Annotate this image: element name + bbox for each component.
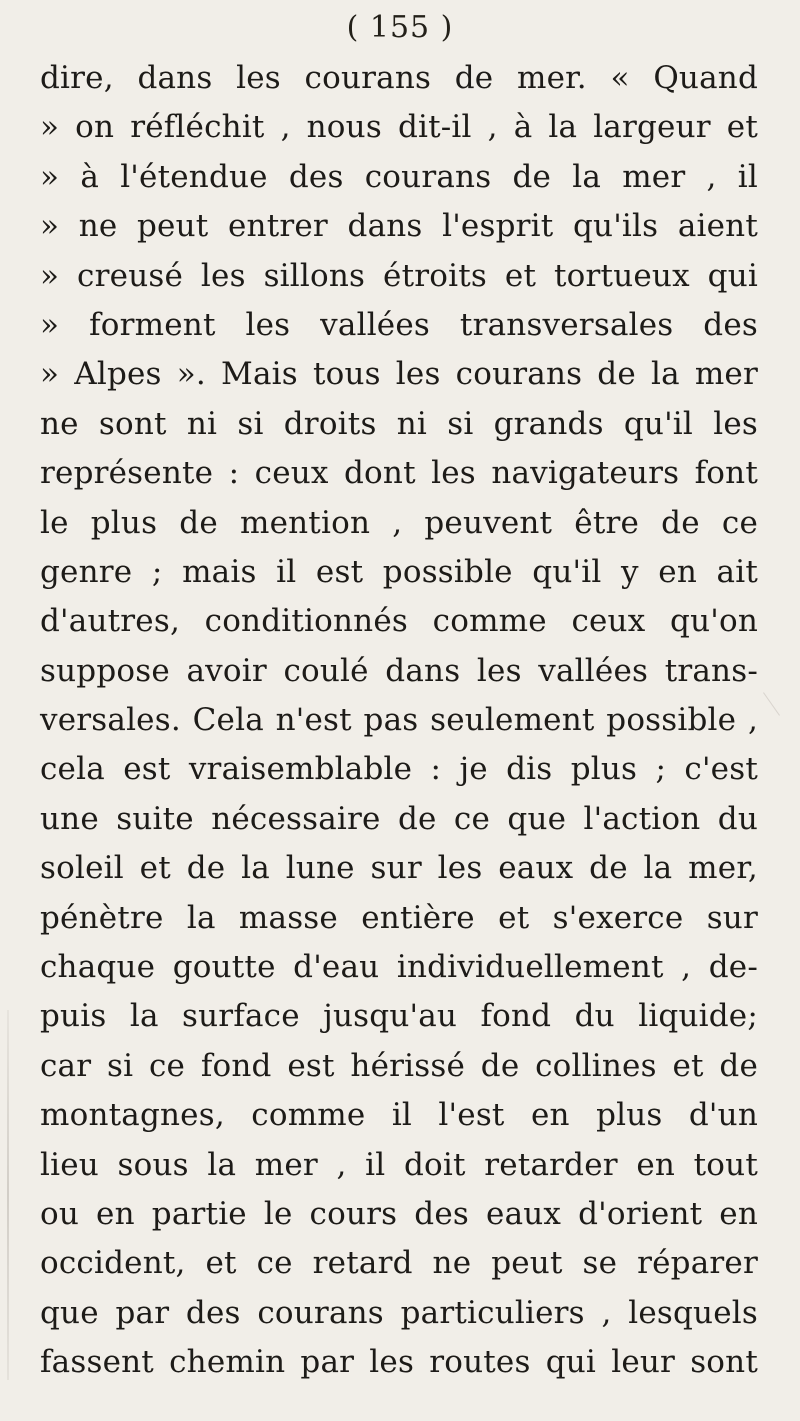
text-line: ou en partie le cours des eaux d'orient en: [40, 1195, 758, 1232]
text-line: suppose avoir coulé dans les vallées trans-: [40, 652, 758, 689]
text-line: pénètre la masse entière et s'exerce sur: [40, 899, 758, 936]
text-line: genre ; mais il est possible qu'il y en ait: [40, 553, 758, 590]
text-line: versales. Cela n'est pas seulement possible ,: [40, 702, 758, 739]
text-line: une suite nécessaire de ce que l'action du: [40, 800, 758, 837]
text-line: ne sont ni si droits ni si grands qu'il les: [40, 405, 758, 442]
body-text: [40, 54, 758, 1388]
text-line: » Alpes ». Mais tous les courans de la mer: [40, 356, 758, 393]
text-line: » forment les vallées transversales des: [40, 306, 758, 343]
page-number-header: ( 155 ): [346, 10, 454, 45]
text-line: dire, dans les courans de mer. « Quand: [40, 60, 758, 96]
text-line: » ne peut entrer dans l'esprit qu'ils aient: [40, 208, 758, 245]
text-line: puis la surface jusqu'au fond du liquide;: [40, 998, 758, 1035]
text-line: car si ce fond est hérissé de collines et de: [40, 1047, 758, 1084]
paper-speck: [763, 692, 780, 716]
text-line: le plus de mention , peuvent être de ce: [40, 504, 758, 541]
text-line: » à l'étendue des courans de la mer , il: [40, 158, 758, 195]
text-line: fassent chemin par les routes qui leur sont: [40, 1344, 758, 1381]
text-line: » creusé les sillons étroits et tortueux qui: [40, 257, 758, 294]
page-edge-shadow: [7, 1010, 9, 1380]
text-line: lieu sous la mer , il doit retarder en tout: [40, 1146, 758, 1183]
text-line: représente : ceux dont les navigateurs font: [40, 455, 758, 492]
text-line: montagnes, comme il l'est en plus d'un: [40, 1097, 758, 1134]
text-line: cela est vraisemblable : je dis plus ; c'est: [40, 751, 758, 788]
text-line: occident, et ce retard ne peut se réparer: [40, 1245, 758, 1282]
text-line: que par des courans particuliers , lesquels: [40, 1294, 758, 1331]
text-line: » on réfléchit , nous dit-il , à la largeur et: [40, 109, 758, 146]
text-line: d'autres, conditionnés comme ceux qu'on: [40, 603, 758, 640]
text-line: chaque goutte d'eau individuellement , de-: [40, 949, 758, 986]
text-line: soleil et de la lune sur les eaux de la mer,: [40, 850, 758, 887]
